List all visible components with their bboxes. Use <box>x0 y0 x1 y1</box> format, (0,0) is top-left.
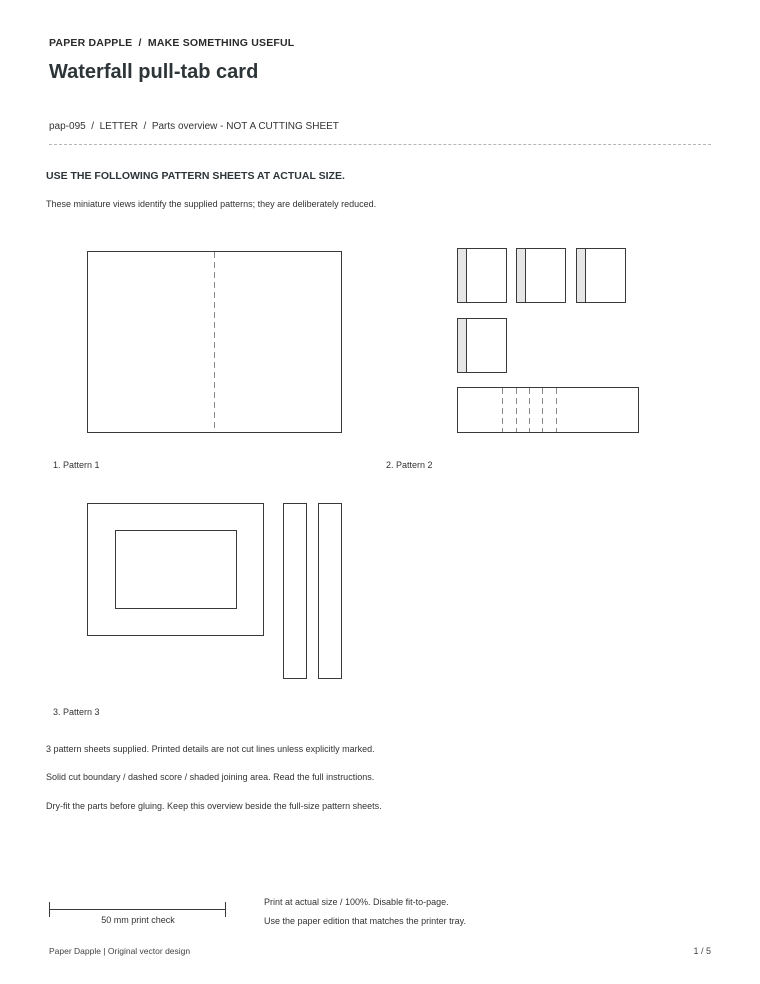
pattern-1-caption: 1. Pattern 1 <box>53 460 100 470</box>
pattern-3-thumbnail <box>88 504 342 679</box>
note-sheets-supplied: 3 pattern sheets supplied. Printed details are not cut lines unless explicitly marked. <box>46 744 375 754</box>
print-note-paper-edition: Use the paper edition that matches the printer tray. <box>264 916 466 926</box>
footer-credit: Paper Dapple | Original vector design <box>49 946 191 956</box>
section-intro: These miniature views identify the supplied patterns; they are deliberately reduced. <box>46 199 377 209</box>
pattern-2-thumbnail <box>458 249 639 433</box>
scale-bar-label: 50 mm print check <box>101 915 175 925</box>
pattern-1-thumbnail <box>88 252 342 433</box>
print-note-actual-size: Print at actual size / 100%. Disable fit-to-page. <box>264 897 449 907</box>
pattern-2-tab-a-glue <box>458 249 466 302</box>
pattern-2-tab-c-glue <box>577 249 585 302</box>
section-heading: USE THE FOLLOWING PATTERN SHEETS AT ACTUAL SIZE. <box>46 170 345 182</box>
pattern-2-tab-d-glue <box>458 319 466 372</box>
pattern-2-pull-strip <box>458 388 639 433</box>
note-line-legend: Solid cut boundary / dashed score / shaded joining area. Read the full instructions. <box>46 772 375 782</box>
document-meta: pap-095 / LETTER / Parts overview - NOT A CUTTING SHEET <box>49 121 339 132</box>
pattern-3-frame-outer <box>88 504 264 636</box>
note-dry-fit: Dry-fit the parts before gluing. Keep this overview beside the full-size pattern sheets. <box>46 801 382 811</box>
brand-line: PAPER DAPPLE / MAKE SOMETHING USEFUL <box>49 37 295 49</box>
pattern-2-caption: 2. Pattern 2 <box>386 460 433 470</box>
pattern-3-caption: 3. Pattern 3 <box>53 707 100 717</box>
page-title: Waterfall pull-tab card <box>49 61 259 83</box>
pattern-2-tab-b-glue <box>517 249 525 302</box>
page-number: 1 / 5 <box>693 946 711 956</box>
pattern-3-strip-a <box>284 504 307 679</box>
pattern-3-frame-window <box>116 531 237 609</box>
pattern-3-strip-b <box>319 504 342 679</box>
